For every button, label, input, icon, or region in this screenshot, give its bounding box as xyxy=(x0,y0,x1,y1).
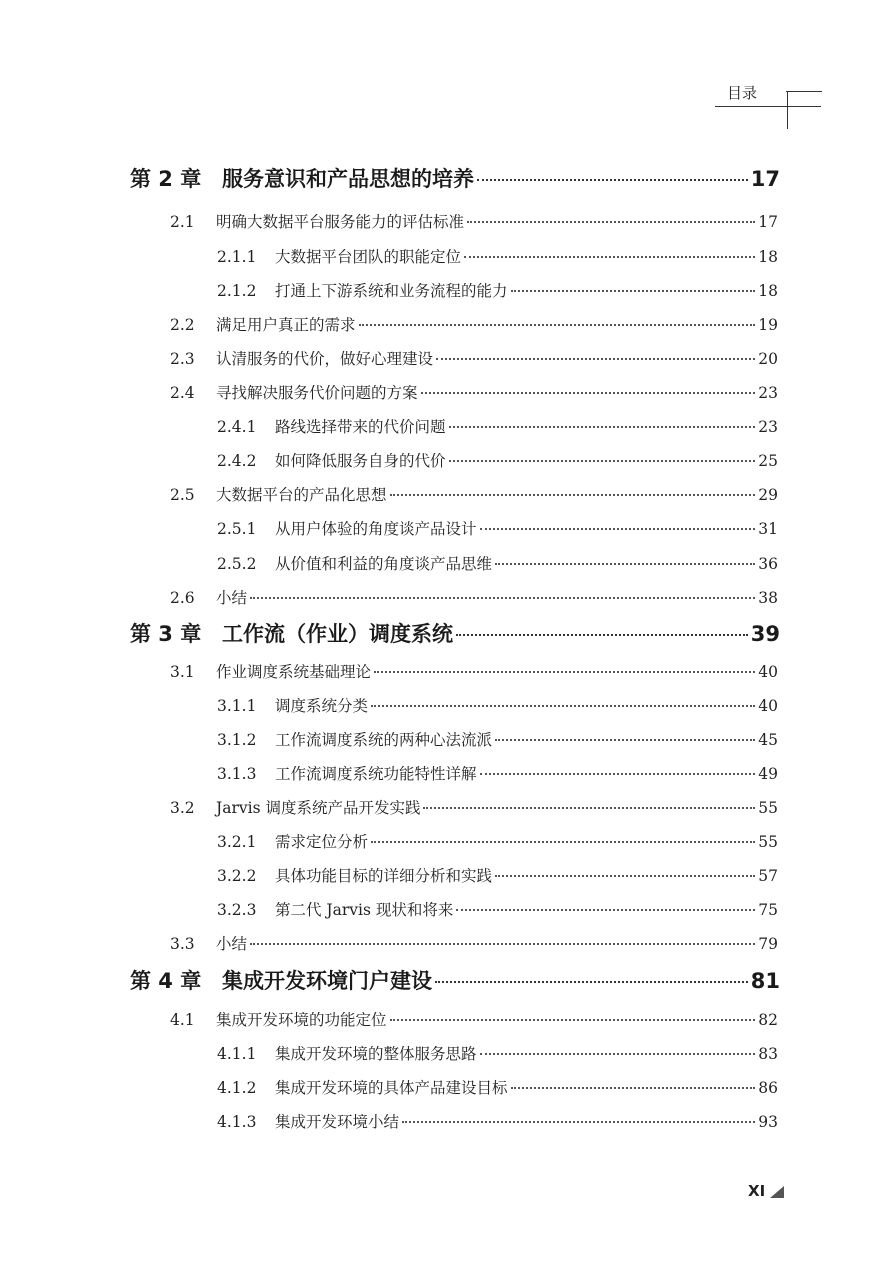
toc-entry-number: 3.2 xyxy=(170,799,195,817)
toc-dot-leader xyxy=(477,179,748,181)
toc-section-entry xyxy=(170,586,778,620)
toc-entry-number: 4.1.3 xyxy=(217,1113,257,1131)
toc-dot-leader xyxy=(456,909,755,911)
toc-entry-page: 31 xyxy=(758,520,778,538)
running-header xyxy=(0,0,873,140)
toc-entry-number: 第 3 章 xyxy=(130,622,202,646)
toc-dot-leader xyxy=(359,324,756,326)
toc-entry-title: 集成开发环境门户建设 xyxy=(222,969,432,993)
toc-dot-leader xyxy=(480,773,756,775)
toc-dot-leader xyxy=(250,943,755,945)
toc-entry-number: 4.1.2 xyxy=(217,1079,257,1097)
toc-subsection-entry xyxy=(217,517,778,551)
toc-entry-number: 2.1.2 xyxy=(217,282,257,300)
toc-chapter-entry xyxy=(130,965,780,1009)
toc-subsection-entry xyxy=(217,552,778,586)
toc-dot-leader xyxy=(421,392,756,394)
toc-entry-page: 23 xyxy=(758,418,778,436)
toc-entry-page: 17 xyxy=(750,167,780,191)
toc-entry-title: 小结 xyxy=(216,589,248,607)
toc-entry-title: 作业调度系统基础理论 xyxy=(216,663,372,681)
toc-entry-title: 从价值和利益的角度谈产品思维 xyxy=(275,555,493,573)
toc-dot-leader xyxy=(371,841,755,843)
toc-entry-title: 明确大数据平台服务能力的评估标准 xyxy=(216,213,465,231)
toc-entry-title: 集成开发环境的整体服务思路 xyxy=(275,1045,477,1063)
toc-entry-title: 小结 xyxy=(216,935,248,953)
toc-entry-page: 83 xyxy=(758,1045,778,1063)
toc-entry-title: 服务意识和产品思想的培养 xyxy=(222,167,474,191)
toc-entry-number: 2.3 xyxy=(170,350,195,368)
toc-entry-number: 3.1.3 xyxy=(217,765,257,783)
toc-entry-title: 调度系统分类 xyxy=(275,697,369,715)
toc-entry-title: 打通上下游系统和业务流程的能力 xyxy=(275,282,508,300)
toc-dot-leader xyxy=(449,460,756,462)
toc-entry-title: 如何降低服务自身的代价 xyxy=(275,452,446,470)
toc-entry-page: 40 xyxy=(758,697,778,715)
toc-subsection-entry xyxy=(217,694,778,728)
toc-chapter-entry xyxy=(130,163,780,207)
toc-subsection-entry xyxy=(217,245,778,279)
toc-dot-leader xyxy=(480,1053,756,1055)
toc-subsection-entry xyxy=(217,1076,778,1110)
toc-subsection-entry xyxy=(217,449,778,483)
header-label: 目录 xyxy=(727,84,758,102)
toc-dot-leader xyxy=(480,528,756,530)
toc-entry-page: 75 xyxy=(758,901,778,919)
toc-entry-page: 81 xyxy=(750,969,780,993)
toc-entry-page: 79 xyxy=(758,935,778,953)
toc-dot-leader xyxy=(390,1019,756,1021)
toc-section-entry xyxy=(170,796,778,830)
toc-entry-title: 集成开发环境的具体产品建设目标 xyxy=(275,1079,508,1097)
toc-entry-title: 第二代 Jarvis 现状和将来 xyxy=(275,901,454,919)
toc-chapter-entry xyxy=(130,618,780,662)
toc-entry-page: 19 xyxy=(758,316,778,334)
toc-entry-number: 3.2.2 xyxy=(217,867,257,885)
toc-entry-number: 2.2 xyxy=(170,316,195,334)
toc-entry-number: 2.5 xyxy=(170,486,195,504)
header-rule xyxy=(715,106,821,107)
toc-entry-title: 路线选择带来的代价问题 xyxy=(275,418,446,436)
toc-entry-page: 93 xyxy=(758,1113,778,1131)
toc-entry-page: 86 xyxy=(758,1079,778,1097)
toc-subsection-entry xyxy=(217,279,778,313)
toc-entry-number: 4.1.1 xyxy=(217,1045,257,1063)
toc-section-entry xyxy=(170,483,778,517)
toc-subsection-entry xyxy=(217,728,778,762)
toc-entry-page: 40 xyxy=(758,663,778,681)
toc-entry-page: 39 xyxy=(750,622,780,646)
toc-entry-page: 29 xyxy=(758,486,778,504)
toc-entry-page: 38 xyxy=(758,589,778,607)
toc-entry-number: 3.2.3 xyxy=(217,901,257,919)
toc-dot-leader xyxy=(435,981,748,983)
toc-entry-title: 认清服务的代价，做好心理建设 xyxy=(216,350,434,368)
toc-entry-page: 25 xyxy=(758,452,778,470)
toc-entry-page: 20 xyxy=(758,350,778,368)
toc-entry-page: 45 xyxy=(758,731,778,749)
toc-dot-leader xyxy=(467,221,755,223)
toc-subsection-entry xyxy=(217,830,778,864)
page-number: XI xyxy=(748,1182,766,1200)
toc-dot-leader xyxy=(449,426,756,428)
toc-entry-number: 2.4.1 xyxy=(217,418,257,436)
toc-entry-number: 3.1.2 xyxy=(217,731,257,749)
toc-entry-number: 3.1 xyxy=(170,663,195,681)
toc-section-entry xyxy=(170,932,778,966)
toc-subsection-entry xyxy=(217,898,778,932)
toc-entry-number: 3.3 xyxy=(170,935,195,953)
toc-section-entry xyxy=(170,313,778,347)
toc-entry-page: 17 xyxy=(758,213,778,231)
toc-entry-title: 具体功能目标的详细分析和实践 xyxy=(275,867,493,885)
toc-entry-title: 工作流调度系统的两种心法流派 xyxy=(275,731,493,749)
toc-entry-title: 大数据平台的产品化思想 xyxy=(216,486,387,504)
toc-dot-leader xyxy=(402,1121,755,1123)
toc-subsection-entry xyxy=(217,1110,778,1144)
toc-dot-leader xyxy=(464,256,755,258)
toc-subsection-entry xyxy=(217,762,778,796)
toc-entry-title: 寻找解决服务代价问题的方案 xyxy=(216,384,418,402)
toc-entry-number: 2.1 xyxy=(170,213,195,231)
toc-entry-number: 2.1.1 xyxy=(217,248,257,266)
toc-dot-leader xyxy=(423,807,755,809)
toc-entry-number: 2.5.2 xyxy=(217,555,257,573)
toc-entry-number: 3.1.1 xyxy=(217,697,257,715)
toc-entry-number: 4.1 xyxy=(170,1011,195,1029)
toc-dot-leader xyxy=(371,705,755,707)
toc-dot-leader xyxy=(511,290,756,292)
toc-dot-leader xyxy=(390,494,756,496)
toc-entry-title: Jarvis 调度系统产品开发实践 xyxy=(216,799,421,817)
toc-subsection-entry xyxy=(217,415,778,449)
toc-entry-title: 满足用户真正的需求 xyxy=(216,316,356,334)
toc-entry-number: 2.4.2 xyxy=(217,452,257,470)
toc-entry-number: 第 4 章 xyxy=(130,969,202,993)
toc-entry-page: 23 xyxy=(758,384,778,402)
toc-entry-page: 55 xyxy=(758,799,778,817)
toc-dot-leader xyxy=(250,597,755,599)
toc-entry-page: 55 xyxy=(758,833,778,851)
toc-entry-page: 82 xyxy=(758,1011,778,1029)
toc-subsection-entry xyxy=(217,864,778,898)
toc-section-entry xyxy=(170,660,778,694)
toc-entry-title: 大数据平台团队的职能定位 xyxy=(275,248,462,266)
toc-section-entry xyxy=(170,210,778,244)
header-rule-short xyxy=(786,91,822,92)
toc-entry-number: 2.6 xyxy=(170,589,195,607)
toc-entry-page: 18 xyxy=(758,248,778,266)
toc-dot-leader xyxy=(495,563,755,565)
toc-entry-number: 第 2 章 xyxy=(130,167,202,191)
toc-entry-title: 集成开发环境的功能定位 xyxy=(216,1011,387,1029)
toc-entry-page: 18 xyxy=(758,282,778,300)
toc-section-entry xyxy=(170,381,778,415)
toc-entry-number: 2.5.1 xyxy=(217,520,257,538)
toc-entry-page: 36 xyxy=(758,555,778,573)
toc-entry-title: 工作流调度系统功能特性详解 xyxy=(275,765,477,783)
toc-section-entry xyxy=(170,347,778,381)
toc-dot-leader xyxy=(511,1087,756,1089)
toc-dot-leader xyxy=(436,358,755,360)
toc-entry-title: 需求定位分析 xyxy=(275,833,369,851)
toc-entry-title: 工作流（作业）调度系统 xyxy=(222,622,453,646)
toc-dot-leader xyxy=(495,739,755,741)
toc-dot-leader xyxy=(495,875,755,877)
toc-subsection-entry xyxy=(217,1042,778,1076)
toc-entry-number: 2.4 xyxy=(170,384,195,402)
toc-entry-title: 集成开发环境小结 xyxy=(275,1113,400,1131)
toc-dot-leader xyxy=(456,634,748,636)
toc-entry-page: 49 xyxy=(758,765,778,783)
toc-entry-number: 3.2.1 xyxy=(217,833,257,851)
toc-section-entry xyxy=(170,1008,778,1042)
page-corner-triangle-icon xyxy=(770,1186,784,1198)
toc-entry-title: 从用户体验的角度谈产品设计 xyxy=(275,520,477,538)
toc-entry-page: 57 xyxy=(758,867,778,885)
header-rule-vertical xyxy=(787,91,788,129)
toc-dot-leader xyxy=(374,671,755,673)
